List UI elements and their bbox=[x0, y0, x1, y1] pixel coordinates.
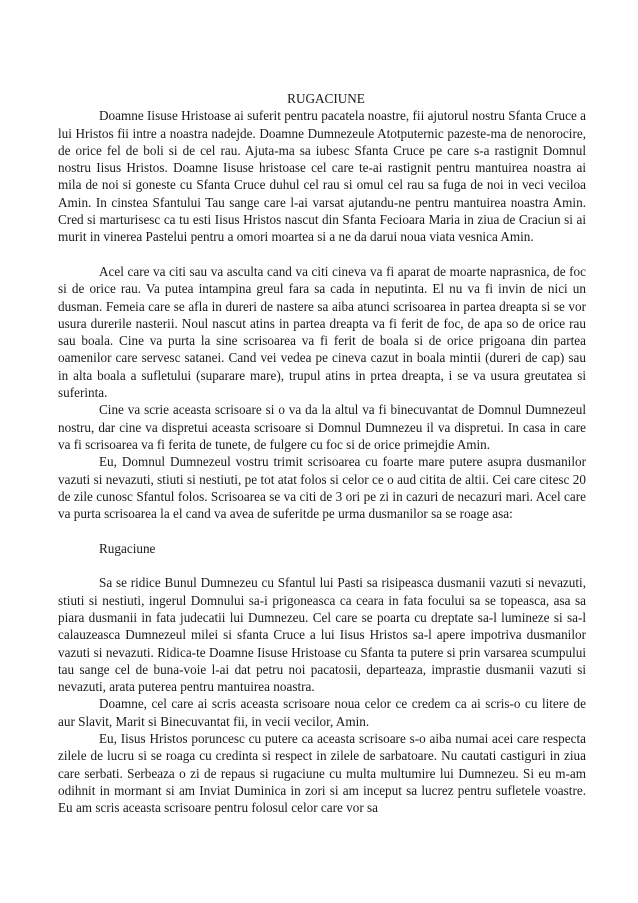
paragraph-god-letter: Eu, Domnul Dumnezeul vostru trimit scrisoarea cu foarte mare putere asupra dusmanilor vazuti si nevazuti, stiuti si nestiuti, pe tot atat folos si celor ce o aud citita de altii. Cei care citesc 20 de zile cunosc Sfantul folos. Scrisoarea se va citi de 3 ori pe zi in cazuri de necazuri mari. Acel care va purta scrisoarea la el cand va avea de suferitde pe urma dusmanilor sa se roage asa: bbox=[58, 454, 586, 522]
section-heading-rugaciune: Rugaciune bbox=[99, 540, 156, 556]
paragraph-protection: Acel care va citi sau va asculta cand va citi cineva va fi aparat de moarte naprasnica, de foc si de orice rau. Va putea intampina greul fara sa cada in neputinta. El nu va fi invin de nici un dusman. Femeia care se afla in dureri de nastere sa aiba atunci scrisoarea in partea dreapta si se vor usura durerile nasterii. Noul nascut atins in partea dreapta va fi ferit de foc, de apa so de orice rau sau boala. Cine va purta la sine scrisoarea va fi ferit de boala si de orice prigoana din partea oamenilor care servesc satanei. Cand vei vedea pe cineva cazut in boala mintii (dureri de cap) sau in alta boala a sufletului (suparare mare), trupul atins in prtea dreapta, i se va usura greutatea si suferinta. bbox=[58, 263, 586, 401]
paragraph-command: Eu, Iisus Hristos poruncesc cu putere ca aceasta scrisoare s-o aiba numai acei care respecta zilele de lucru si se roaga cu credinta si respect in zilele de sarbatoare. Nu cautati castiguri in ziua care serbati. Serbeaza o zi de repaus si rugaciune cu multa multumire lui Dumnezeu. Si eu m-am odihnit in mormant si am Inviat Duminica in zori si am inceput sa lucrez pentru sufletele voastre. Eu am scris aceasta scrisoare pentru folosul celor care vor sa bbox=[58, 730, 586, 816]
page-title: RUGACIUNE bbox=[287, 91, 365, 106]
paragraph-gap bbox=[58, 522, 586, 539]
paragraph-blessing: Cine va scrie aceasta scrisoare si o va da la altul va fi binecuvantat de Domnul Dumnezeul nostru, dar cine va dispretui aceasta scrisoare si Domnul Dumnezeu il va dispretui. In casa in care va fi scrisoarea va fi ferita de tunete, de fulgere cu foc si de orice primejdie Amin. bbox=[58, 402, 586, 452]
paragraph-prayer-intro: Doamne Iisuse Hristoase ai suferit pentru pacatela noastre, fii ajutorul nostru Sfanta Cruce a lui Hristos fii intre a noastra nadejde. Doamne Dumnezeule Atotputernic pazeste-ma de nenorocire, de orice fel de boli si de cel rau. Ajuta-ma sa iubesc Sfanta Cruce pe care s-a rastignit Domnul nostru Iisus Hristos. Doamne Iisuse hristoase cel care te-ai rastignit pentru mantuirea noastra ai mila de noi si goneste cu Sfanta Cruce duhul cel rau si omul cel rau sa fuga de noi in veci veciloa Amin. In cinstea Sfantului Tau sange care l-ai varsat ajutandu-ne pentru mantuirea noastra Amin. Cred si marturisesc ca tu esti Iisus Hristos nascut din Sfanta Fecioara Maria in ziua de Craciun si ai murit in vinerea Pastelui pentru a omori moartea si a ne da darui noua viata vesnica Amin. bbox=[58, 108, 586, 245]
paragraph-gap bbox=[58, 246, 586, 263]
document-page bbox=[58, 90, 586, 816]
paragraph-prayer-enemies: Sa se ridice Bunul Dumnezeu cu Sfantul lui Pasti sa risipeasca dusmanii vazuti si nevazuti, stiuti si nestiuti, ingerul Domnului sa-i prigoneasca ca ceara in fata focului sa se topeasca, asa sa piara dusmanii in fata judecatii lui Dumnezeu. Cel care se poarta cu dreptate sa-l lumineze si sa-l calauzeasca Dumnezeul milei si sfanta Cruce a lui Iisus Hristos sa-l apere impotriva dusmanilor vazuti si nevazuti. Ridica-te Doamne Iisuse Hristoase cu Sfanta ta putere si prin varsarea scumpului tau sange cel de buna-voie l-ai dat petru noi pacatosii, departeaza, imprastie dusmanii vazuti si nevazuti, arata puterea pentru mantuirea noastra. bbox=[58, 575, 586, 695]
paragraph-gap bbox=[58, 557, 586, 574]
paragraph-glory: Doamne, cel care ai scris aceasta scrisoare noua celor ce credem ca ai scris-o cu litere de aur Slavit, Marit si Binecuvantat fii, in vecii vecilor, Amin. bbox=[58, 696, 586, 729]
